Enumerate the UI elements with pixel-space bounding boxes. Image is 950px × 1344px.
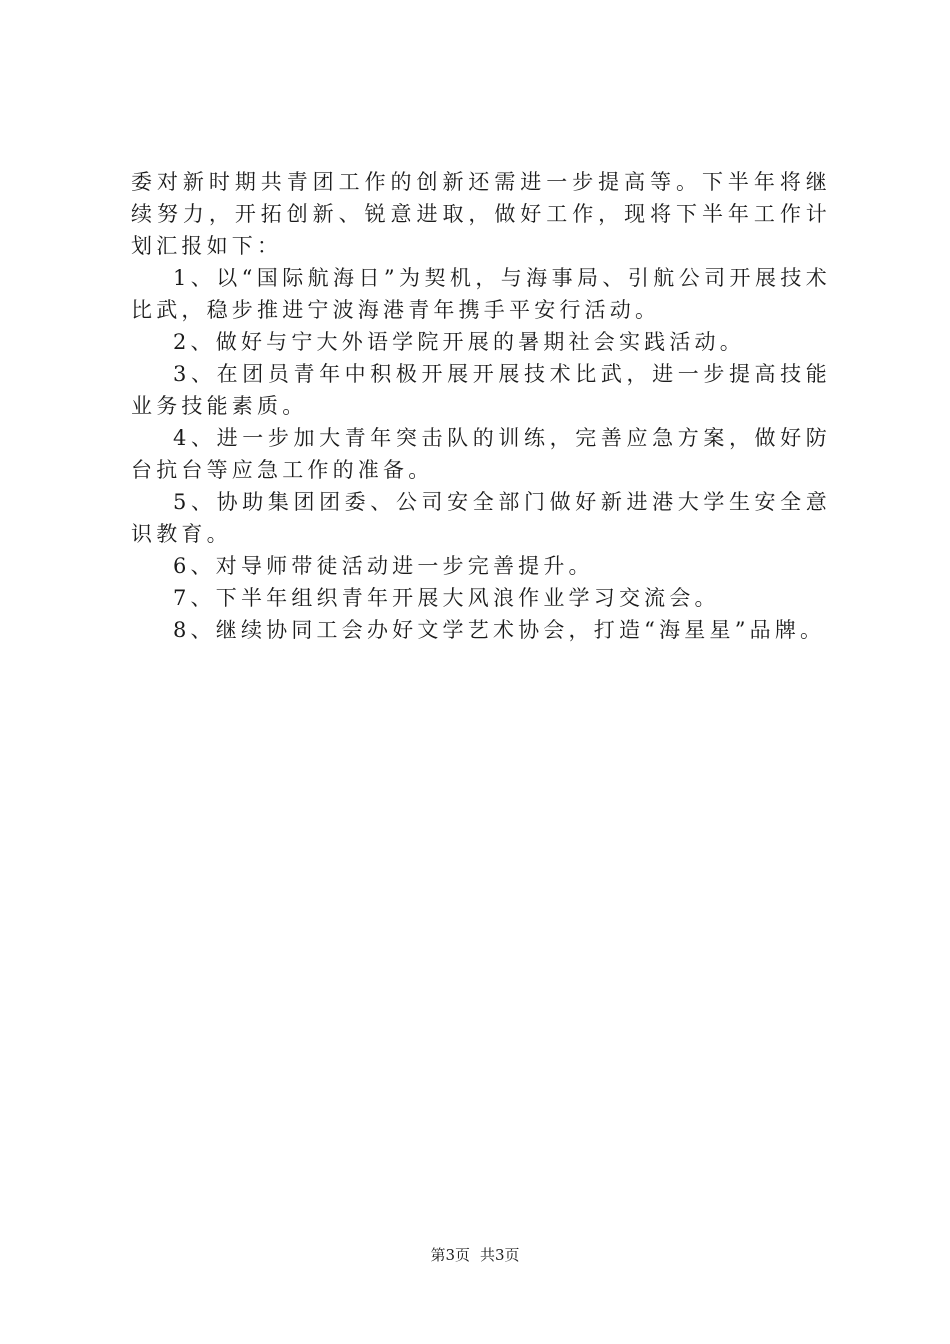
document-body xyxy=(131,166,831,646)
plan-item-5: 5、协助集团团委、公司安全部门做好新进港大学生安全意识教育。 xyxy=(131,490,831,546)
plan-item-3: 3、在团员青年中积极开展开展技术比武，进一步提高技能业务技能素质。 xyxy=(131,362,831,418)
page-footer xyxy=(0,1245,950,1265)
plan-item-1: 1、以“国际航海日”为契机，与海事局、引航公司开展技术比武，稳步推进宁波海港青年携手平安行活动。 xyxy=(131,266,831,322)
plan-item-7: 7、下半年组织青年开展大风浪作业学习交流会。 xyxy=(173,586,720,610)
plan-item-4: 4、进一步加大青年突击队的训练，完善应急方案，做好防台抗台等应急工作的准备。 xyxy=(131,426,831,482)
plan-item-8: 8、继续协同工会办好文学艺术协会，打造“海星星”品牌。 xyxy=(173,618,826,642)
plan-item-2: 2、做好与宁大外语学院开展的暑期社会实践活动。 xyxy=(173,330,745,354)
page-number: 第3页 xyxy=(430,1246,470,1264)
page-total: 共3页 xyxy=(480,1246,520,1264)
paragraph-intro: 委对新时期共青团工作的创新还需进一步提高等。下半年将继续努力，开拓创新、锐意进取，做好工作，现将下半年工作计划汇报如下： xyxy=(131,170,831,258)
plan-item-6: 6、对导师带徒活动进一步完善提升。 xyxy=(173,554,594,578)
